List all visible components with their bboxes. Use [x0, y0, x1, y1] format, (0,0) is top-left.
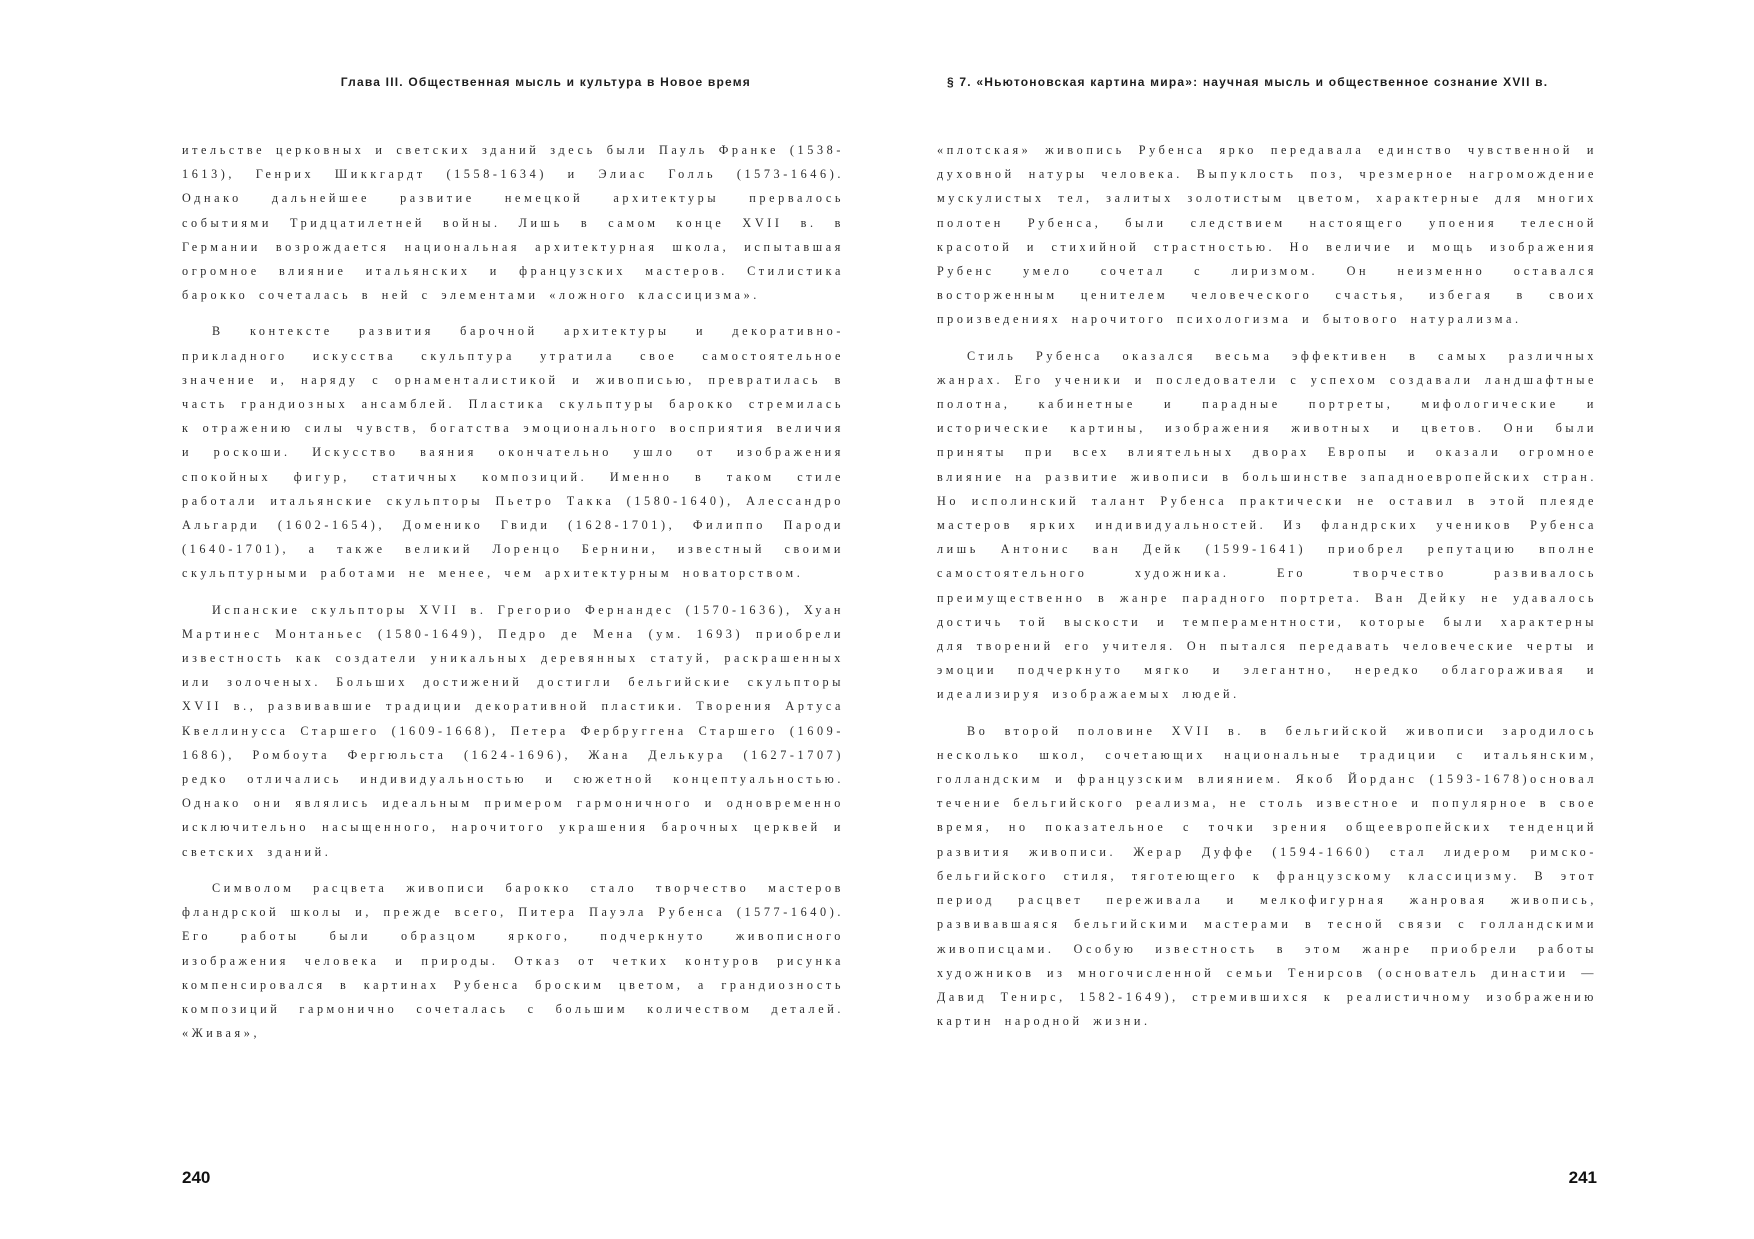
paragraph: Символом расцвета живописи барокко стало творчество мастеров фландрской школы и, прежде всего, Питера Пауэла Рубенса (1577-1640). Его работы были образцом яркого, подчеркнуто живописного изображения человека и природы. Отказ от четких контуров рисунка компенсировался в картинах Рубенса броским цветом, а грандиозность композиций гармонично сочеталась с большим количеством деталей. «Живая»,	[182, 880, 844, 1041]
paragraph: Испанские скульпторы XVII в. Грегорио Фернандес (1570-1636), Хуан Мартинес Монтаньес (1580-1649), Педро де Мена (ум. 1693) приобрели известность как создатели уникальных деревянных статуй, раскрашенных или золоченых. Больших достижений достигли бельгийские скульпторы XVII в., развивавшие традиции декоративной пластики. Творения Артуса Квеллинусса Старшего (1609-1668), Петера Фербруггена Старшего (1609-1686), Ромбоута Фергюльста (1624-1696), Жана Делькура (1627-1707) редко отличались индивидуальностью и сюжетной концептуальностью. Однако они являлись идеальным примером гармоничного и одновременно исключительно насыщенного, нарочитого украшения барочных церквей и светских зданий.	[182, 602, 844, 859]
paragraph: В контексте развития барочной архитектуры и декоративно-прикладного искусства скульптура утратила свое самостоятельное значение и, наряду с орнаменталистикой и живописью, превратилась в часть грандиозных ансамблей. Пластика скульптуры барокко стремилась к отражению силы чувств, богатства эмоционального восприятия величия и роскоши. Искусство ваяния окончательно ушло от изображения спокойных фигур, статичных композиций. Именно в таком стиле работали итальянские скульпторы Пьетро Такка (1580-1640), Алессандро Альгарди (1602-1654), Доменико Гвиди (1628-1701), Филиппо Пароди (1640-1701), а также великий Лоренцо Бернини, известный своими скульптурными работами не менее, чем архитектурным новаторством.	[182, 324, 844, 581]
running-head-right: § 7. «Ньютоновская картина мира»: научная мысль и общественное сознание XVII в.	[947, 75, 1549, 89]
body-text-right	[937, 138, 1597, 1045]
paragraph: Во второй половине XVII в. в бельгийской живописи зародилось несколько школ, сочетающих национальные традиции с итальянским, голландским и французским влиянием. Якоб Йорданс (1593-1678)основал течение бельгийского реализма, не столь известное и популярное в свое время, но показательное с точки зрения общеевропейских тенденций развития живописи. Жерар Дуффе (1594-1660) стал лидером римско-бельгийского стиля, тяготеющего к французскому классицизму. В этот период расцвет переживала и мелкофигурная жанровая живопись, развивавшаяся бельгийскими мастерами в тесной связи с голландскими живописцами. Особую известность в этом жанре приобрели работы художников из многочисленной семьи Тенирсов (основатель династии — Давид Тенирс, 1582-1649), стремившихся к реалистичному изображению картин народной жизни.	[937, 723, 1597, 1029]
left-page	[182, 0, 844, 1239]
paragraph: ительстве церковных и светских зданий здесь были Пауль Франке (1538-1613), Генрих Шиккгардт (1558-1634) и Элиас Голль (1573-1646). Однако дальнейшее развитие немецкой архитектуры прервалось событиями Тридцатилетней войны. Лишь в самом конце XVII в. в Германии возрождается национальная архитектурная школа, испытавшая огромное влияние итальянских и французских мастеров. Стилистика барокко сочеталась в ней с элементами «ложного классицизма».	[182, 143, 844, 303]
paragraph: Стиль Рубенса оказался весьма эффективен в самых различных жанрах. Его ученики и последователи с успехом создавали ландшафтные полотна, кабинетные и парадные портреты, мифологические и исторические картины, изображения животных и цветов. Они были приняты при всех влиятельных дворах Европы и оказали огромное влияние на развитие живописи в большинстве западноевропейских стран. Но исполинский талант Рубенса практически не оставил в этой плеяде мастеров ярких индивидуальностей. Из фландрских учеников Рубенса лишь Антонис ван Дейк (1599-1641) приобрел репутацию вполне самостоятельного художника. Его творчество развивалось преимущественно в жанре парадного портрета. Ван Дейку не удавалось достичь той выскости и темпераментности, которые были характерны для творений его учителя. Он пытался передавать человеческие черты и эмоции подчеркнуто мягко и элегантно, нередко облагораживая и идеализируя изображаемых людей.	[937, 348, 1597, 702]
body-text-left	[182, 138, 844, 1057]
page-number-right: 241	[1568, 1168, 1597, 1187]
running-head-left: Глава III. Общественная мысль и культура в Новое время	[340, 75, 751, 89]
paragraph: «плотская» живопись Рубенса ярко передавала единство чувственной и духовной натуры человека. Выпуклость поз, чрезмерное нагромождение мускулистых тел, залитых золотистым цветом, характерные для многих полотен Рубенса, были следствием настоящего упоения телесной красотой и стихийной страстностью. Но величие и мощь изображения Рубенс умело сочетал с лиризмом. Он неизменно оставался восторженным ценителем человеческого счастья, избегая в своих произведениях нарочитого психологизма и бытового натурализма.	[937, 143, 1597, 327]
right-page	[937, 0, 1597, 1239]
page-number-left: 240	[182, 1168, 211, 1187]
